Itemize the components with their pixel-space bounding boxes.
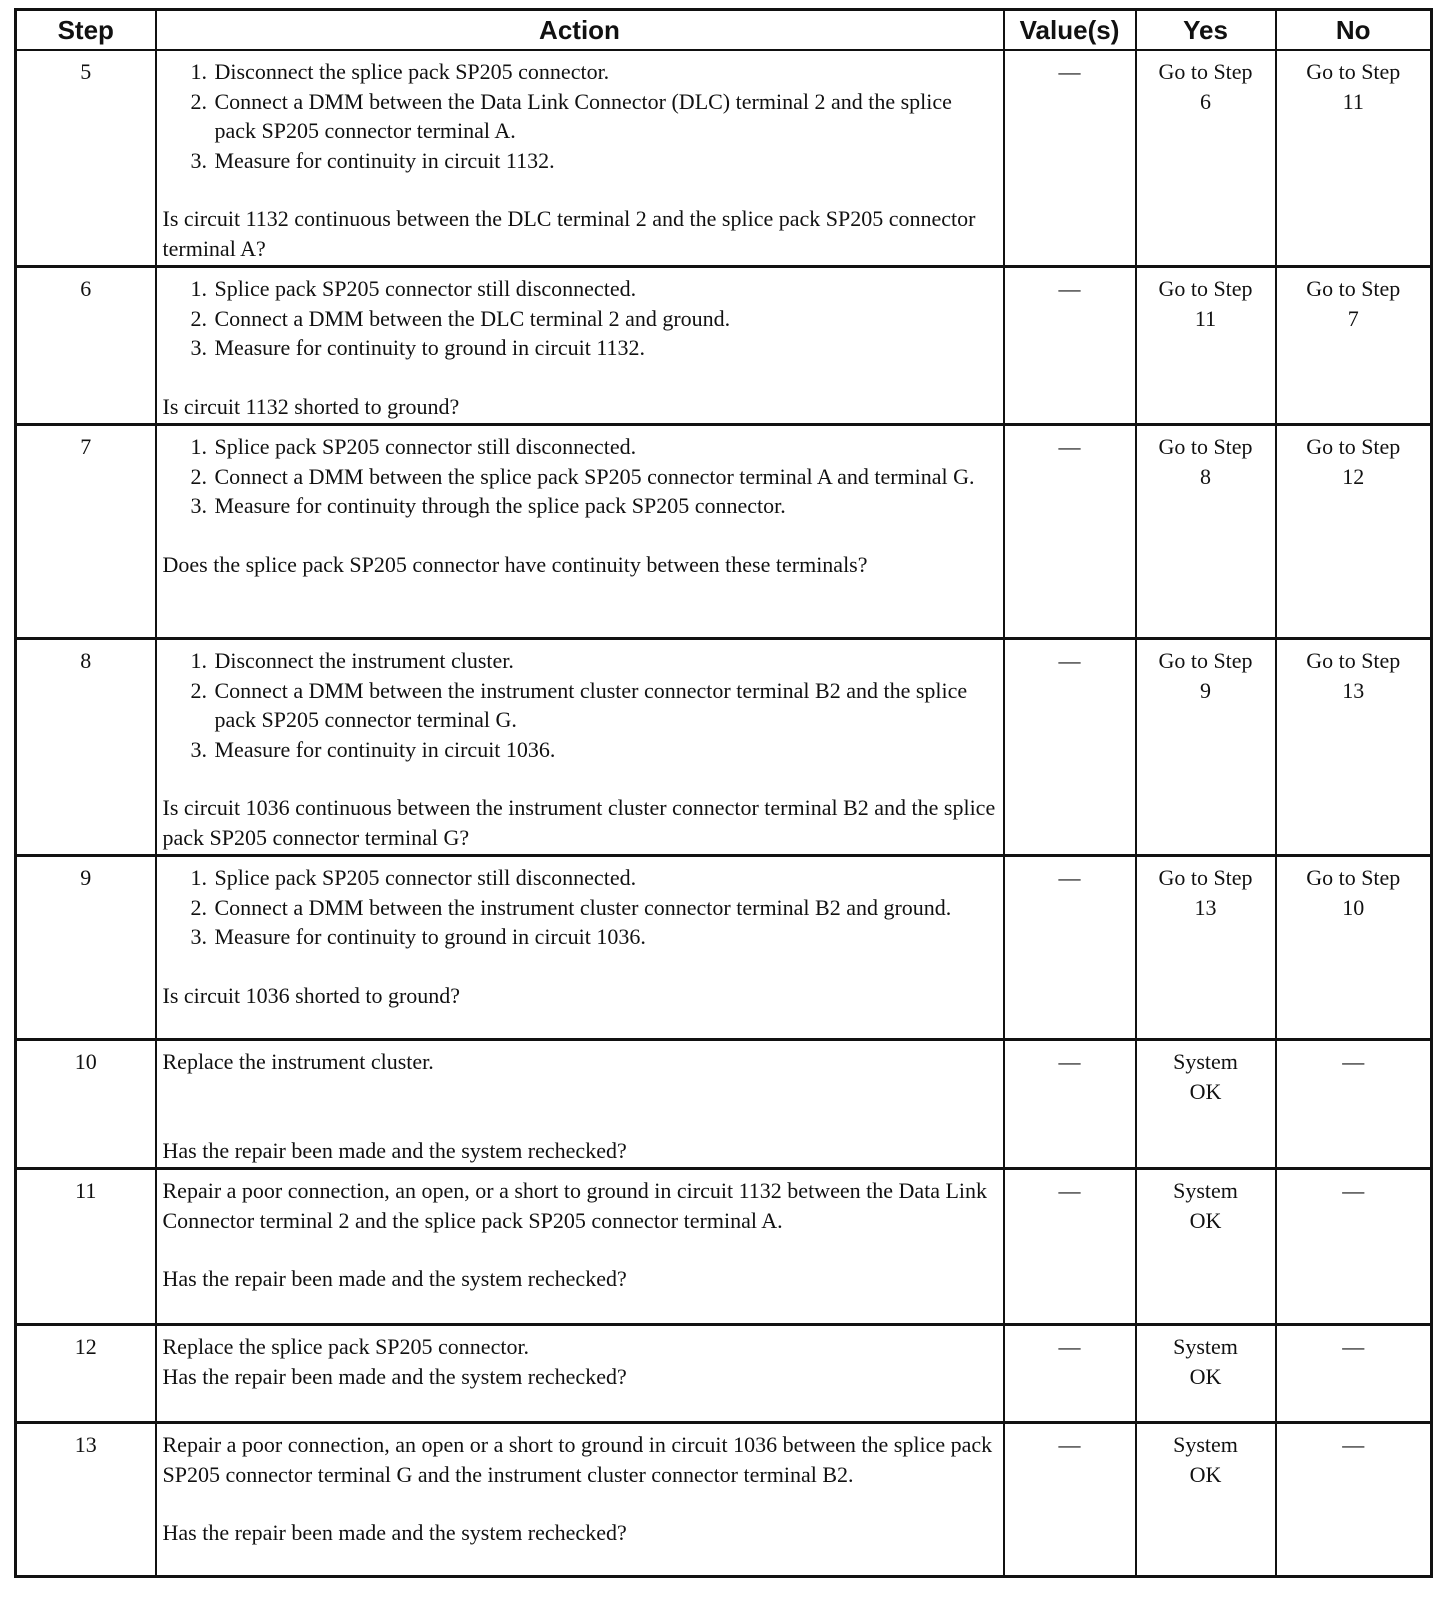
action-item: 2. Connect a DMM between the splice pack SP205 connector terminal A and terminal G. xyxy=(190,463,975,489)
action-cell xyxy=(156,1423,1004,1577)
step-number: 13 xyxy=(16,1423,156,1577)
action-text: Replace the instrument cluster. xyxy=(162,1049,434,1074)
action-question: Has the repair been made and the system rechecked? xyxy=(162,1520,627,1545)
no-cell: — xyxy=(1276,1169,1432,1325)
action-question: Is circuit 1036 continuous between the instrument cluster connector terminal B2 and the splice pack SP205 connector terminal G? xyxy=(162,795,996,850)
no-cell: Go to Step 11 xyxy=(1276,50,1432,267)
table-row xyxy=(16,1040,1432,1169)
yes-cell: Go to Step 6 xyxy=(1136,50,1276,267)
no-cell: Go to Step 12 xyxy=(1276,425,1432,639)
action-cell xyxy=(156,1325,1004,1423)
action-cell xyxy=(156,50,1004,267)
action-item: 2. Connect a DMM between the DLC terminal 2 and ground. xyxy=(190,305,731,331)
action-question: Has the repair been made and the system rechecked? xyxy=(162,1137,627,1163)
step-number: 8 xyxy=(16,639,156,856)
step-number: 6 xyxy=(16,267,156,425)
no-cell: Go to Step 10 xyxy=(1276,856,1432,1040)
table-row xyxy=(16,1325,1432,1423)
table-row xyxy=(16,1169,1432,1325)
action-item: 2. Connect a DMM between the Data Link Connector (DLC) terminal 2 and the splice pack SP205 connector terminal A. xyxy=(190,88,952,143)
action-item: 3. Measure for continuity to ground in circuit 1132. xyxy=(190,335,646,360)
header-values: Value(s) xyxy=(1004,10,1136,51)
action-question: Does the splice pack SP205 connector have continuity between these terminals? xyxy=(162,551,868,577)
table-row xyxy=(16,1423,1432,1577)
action-cell xyxy=(156,639,1004,856)
table-row xyxy=(16,639,1432,856)
action-cell xyxy=(156,1169,1004,1325)
action-question: Is circuit 1132 shorted to ground? xyxy=(162,393,460,419)
action-item: 3. Measure for continuity in circuit 1036. xyxy=(190,736,556,762)
action-item: 3. Measure for continuity in circuit 1132. xyxy=(190,147,555,173)
action-item: 1. Splice pack SP205 connector still disconnected. xyxy=(190,276,637,301)
no-cell: Go to Step 7 xyxy=(1276,267,1432,425)
no-cell: — xyxy=(1276,1040,1432,1169)
action-item: 2. Connect a DMM between the instrument cluster connector terminal B2 and the splice pack SP205 connector terminal G. xyxy=(190,677,968,732)
header-step: Step xyxy=(16,10,156,51)
table-row xyxy=(16,50,1432,267)
value-cell: — xyxy=(1004,1169,1136,1325)
value-cell: — xyxy=(1004,267,1136,425)
step-number: 11 xyxy=(16,1169,156,1325)
table-row xyxy=(16,856,1432,1040)
value-cell: — xyxy=(1004,639,1136,856)
yes-cell: System OK xyxy=(1136,1040,1276,1169)
action-question: Is circuit 1036 shorted to ground? xyxy=(162,982,461,1008)
no-cell: Go to Step 13 xyxy=(1276,639,1432,856)
yes-cell: Go to Step 13 xyxy=(1136,856,1276,1040)
no-cell: — xyxy=(1276,1325,1432,1423)
action-cell xyxy=(156,425,1004,639)
value-cell: — xyxy=(1004,856,1136,1040)
step-number: 10 xyxy=(16,1040,156,1169)
no-cell: — xyxy=(1276,1423,1432,1577)
value-cell: — xyxy=(1004,1325,1136,1423)
action-item: 1. Splice pack SP205 connector still disconnected. xyxy=(190,434,637,459)
table-header xyxy=(16,10,1432,51)
yes-cell: System OK xyxy=(1136,1423,1276,1577)
action-text: Repair a poor connection, an open or a short to ground in circuit 1036 between the splice pack SP205 connector terminal G and the instrument cluster connector terminal B2. xyxy=(162,1432,993,1487)
step-number: 5 xyxy=(16,50,156,267)
table-row xyxy=(16,267,1432,425)
yes-cell: Go to Step 9 xyxy=(1136,639,1276,856)
action-cell xyxy=(156,267,1004,425)
step-number: 9 xyxy=(16,856,156,1040)
header-no: No xyxy=(1276,10,1432,51)
header-action: Action xyxy=(156,10,1004,51)
action-cell xyxy=(156,1040,1004,1169)
yes-cell: Go to Step 8 xyxy=(1136,425,1276,639)
diagnostic-document xyxy=(14,8,1430,1578)
action-cell xyxy=(156,856,1004,1040)
step-number: 12 xyxy=(16,1325,156,1423)
action-item: 1. Disconnect the splice pack SP205 connector. xyxy=(190,59,610,84)
yes-cell: Go to Step 11 xyxy=(1136,267,1276,425)
header-yes: Yes xyxy=(1136,10,1276,51)
action-text: Repair a poor connection, an open, or a short to ground in circuit 1132 between the Data Link Connector terminal 2 and the splice pack SP205 connector terminal A. xyxy=(162,1178,988,1233)
action-question: Is circuit 1132 continuous between the DLC terminal 2 and the splice pack SP205 connector terminal A? xyxy=(162,206,976,261)
action-text: Replace the splice pack SP205 connector. xyxy=(162,1334,530,1359)
value-cell: — xyxy=(1004,1040,1136,1169)
step-number: 7 xyxy=(16,425,156,639)
action-question: Has the repair been made and the system rechecked? xyxy=(162,1363,627,1389)
action-question: Has the repair been made and the system rechecked? xyxy=(162,1266,627,1291)
diagnostic-table xyxy=(14,8,1433,1578)
yes-cell: System OK xyxy=(1136,1325,1276,1423)
yes-cell: System OK xyxy=(1136,1169,1276,1325)
value-cell: — xyxy=(1004,50,1136,267)
action-item: 2. Connect a DMM between the instrument cluster connector terminal B2 and ground. xyxy=(190,894,952,920)
value-cell: — xyxy=(1004,1423,1136,1577)
value-cell: — xyxy=(1004,425,1136,639)
action-item: 1. Splice pack SP205 connector still disconnected. xyxy=(190,865,637,890)
table-row xyxy=(16,425,1432,639)
action-item: 3. Measure for continuity to ground in circuit 1036. xyxy=(190,924,646,949)
action-item: 3. Measure for continuity through the splice pack SP205 connector. xyxy=(190,493,786,518)
action-item: 1. Disconnect the instrument cluster. xyxy=(190,648,514,673)
